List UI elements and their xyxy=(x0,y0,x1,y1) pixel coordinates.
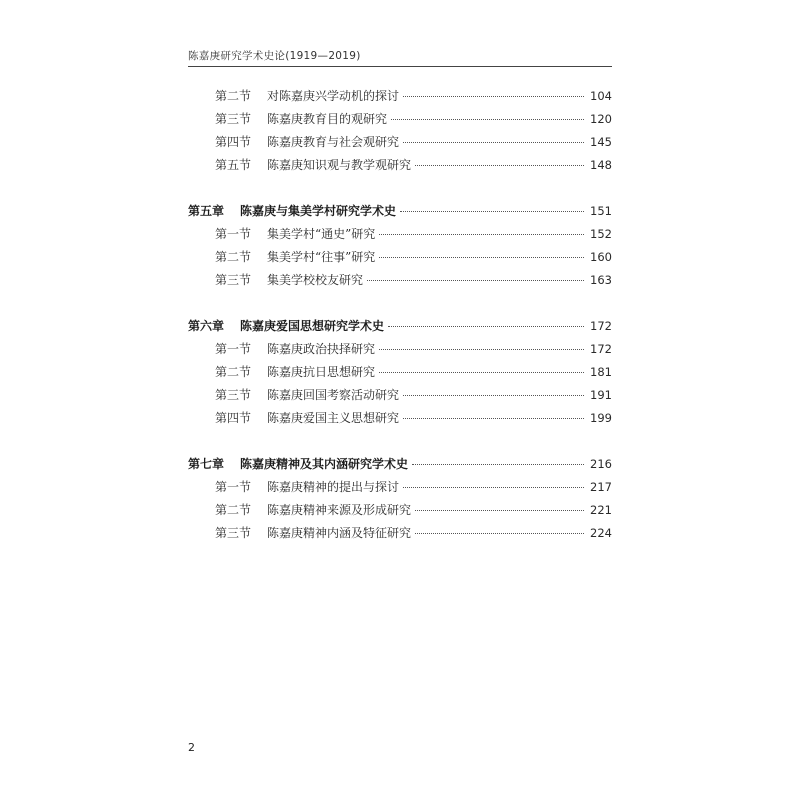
toc-entry xyxy=(188,478,612,501)
toc-entry xyxy=(188,271,612,294)
toc-entry-title: 陈嘉庚知识观与教学观研究 xyxy=(267,158,412,172)
dot-leader xyxy=(412,464,584,465)
toc-entry-page: 172 xyxy=(590,342,612,356)
toc-entry xyxy=(188,225,612,248)
toc-entry-number: 第二节 xyxy=(215,250,252,264)
toc-entry xyxy=(188,386,612,409)
toc-entry-number: 第三节 xyxy=(215,526,252,540)
toc-entry-title: 陈嘉庚精神的提出与探讨 xyxy=(267,480,400,494)
dot-leader xyxy=(379,257,584,258)
toc-entry-title: 陈嘉庚回国考察活动研究 xyxy=(267,388,400,402)
dot-leader xyxy=(403,142,584,143)
toc-entry-page: 152 xyxy=(590,227,612,241)
toc-entry-page: 145 xyxy=(590,135,612,149)
toc-entry-page: 104 xyxy=(590,89,612,103)
toc-entry-number: 第二节 xyxy=(215,503,252,517)
toc-entry-page: 199 xyxy=(590,411,612,425)
toc-entry-title: 陈嘉庚政治抉择研究 xyxy=(267,342,376,356)
toc-chapter-title: 陈嘉庚精神及其内涵研究学术史 xyxy=(240,457,409,471)
toc-entry-page: 148 xyxy=(590,158,612,172)
dot-leader xyxy=(403,487,584,488)
toc-entry-number: 第三节 xyxy=(215,273,252,287)
toc-entry-page: 181 xyxy=(590,365,612,379)
toc-entry-number: 第三节 xyxy=(215,112,252,126)
toc-entry xyxy=(188,156,612,179)
dot-leader xyxy=(415,533,584,534)
dot-leader xyxy=(379,234,584,235)
toc-entry-number: 第二节 xyxy=(215,89,252,103)
toc-entry-page: 217 xyxy=(590,480,612,494)
toc-entry-number: 第一节 xyxy=(215,480,252,494)
toc-entry-page: 216 xyxy=(590,457,612,471)
toc-chapter-title: 陈嘉庚与集美学村研究学术史 xyxy=(240,204,397,218)
dot-leader xyxy=(379,372,584,373)
toc-entry-title: 陈嘉庚抗日思想研究 xyxy=(267,365,376,379)
toc-entry-page: 191 xyxy=(590,388,612,402)
dot-leader xyxy=(391,119,584,120)
toc-chapter-entry xyxy=(188,455,612,478)
toc-entry-number: 第四节 xyxy=(215,135,252,149)
dot-leader xyxy=(379,349,584,350)
toc-entry-title: 陈嘉庚精神来源及形成研究 xyxy=(267,503,412,517)
toc-entry-number: 第一节 xyxy=(215,342,252,356)
dot-leader xyxy=(403,96,584,97)
toc-entry-title: 陈嘉庚教育目的观研究 xyxy=(267,112,388,126)
toc-entry xyxy=(188,248,612,271)
toc-entry xyxy=(188,363,612,386)
dot-leader xyxy=(388,326,584,327)
toc-chapter-entry xyxy=(188,317,612,340)
toc-entry-number: 第三节 xyxy=(215,388,252,402)
toc-chapter-number: 第七章 xyxy=(188,457,225,471)
toc-chapter-entry xyxy=(188,202,612,225)
toc-entry-title: 陈嘉庚教育与社会观研究 xyxy=(267,135,400,149)
toc-entry-page: 151 xyxy=(590,204,612,218)
toc-entry-page: 120 xyxy=(590,112,612,126)
toc-entry xyxy=(188,133,612,156)
toc-entry xyxy=(188,409,612,432)
toc-entry-number: 第一节 xyxy=(215,227,252,241)
toc-entry xyxy=(188,87,612,110)
dot-leader xyxy=(403,418,584,419)
toc-entry-page: 172 xyxy=(590,319,612,333)
toc-entry-page: 160 xyxy=(590,250,612,264)
toc-entry-title: 陈嘉庚爱国主义思想研究 xyxy=(267,411,400,425)
toc-entry-number: 第五节 xyxy=(215,158,252,172)
header-rule xyxy=(188,66,612,67)
toc-entry xyxy=(188,340,612,363)
toc-entry xyxy=(188,524,612,547)
toc-entry-number: 第四节 xyxy=(215,411,252,425)
toc-entry-title: 对陈嘉庚兴学动机的探讨 xyxy=(267,89,400,103)
toc-chapter-number: 第五章 xyxy=(188,204,225,218)
running-head: 陈嘉庚研究学术史论(1919—2019) xyxy=(188,50,361,62)
toc-entry-title: 集美学村“通史”研究 xyxy=(267,227,376,241)
page-number: 2 xyxy=(188,741,195,754)
toc-entry-title: 集美学校校友研究 xyxy=(267,273,364,287)
dot-leader xyxy=(403,395,584,396)
toc-entry-page: 224 xyxy=(590,526,612,540)
toc-entry-title: 集美学村“往事”研究 xyxy=(267,250,376,264)
table-of-contents xyxy=(188,87,612,547)
toc-entry-page: 163 xyxy=(590,273,612,287)
toc-entry-page: 221 xyxy=(590,503,612,517)
toc-chapter-title: 陈嘉庚爱国思想研究学术史 xyxy=(240,319,385,333)
toc-chapter-number: 第六章 xyxy=(188,319,225,333)
toc-entry-title: 陈嘉庚精神内涵及特征研究 xyxy=(267,526,412,540)
dot-leader xyxy=(415,510,584,511)
toc-entry xyxy=(188,501,612,524)
toc-entry-number: 第二节 xyxy=(215,365,252,379)
dot-leader xyxy=(415,165,584,166)
toc-entry xyxy=(188,110,612,133)
dot-leader xyxy=(400,211,584,212)
dot-leader xyxy=(367,280,584,281)
